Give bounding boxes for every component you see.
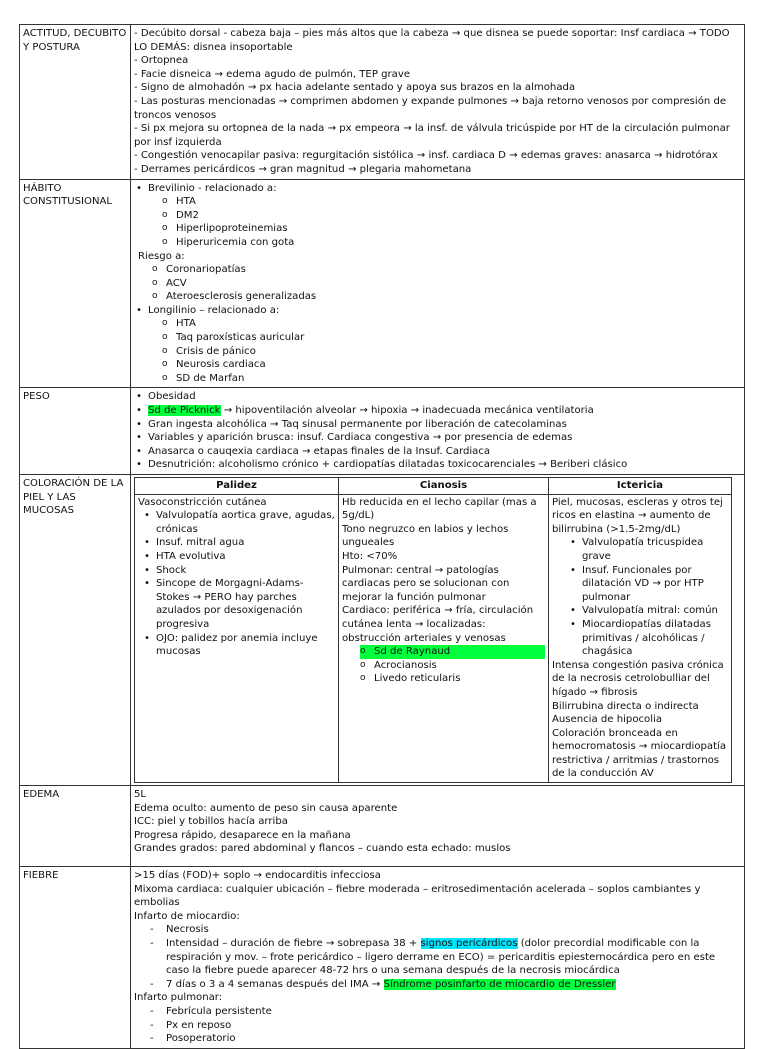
content-habito: [131, 179, 745, 388]
list-item: • Insuf. mitral agua: [142, 536, 335, 550]
row-habito: [20, 179, 745, 388]
text-line: Ausencia de hipocolia: [551, 714, 663, 726]
text-line: - Signo de almohadón → px hacia adelante sentado y apoya sus brazos en la almohada: [134, 82, 576, 94]
list-item: o ACV: [152, 277, 741, 291]
list-item: o HTA: [162, 195, 741, 209]
list-item-text: → hipoventilación alveolar → hipoxia → inadecuada mecánica ventilatoria: [220, 405, 594, 417]
list-item: • Gran ingesta alcohólica → Taq sinusal permanente por liberación de catecolaminas: [134, 418, 741, 432]
label-fiebre: FIEBRE: [20, 867, 131, 1049]
row-peso: [20, 388, 745, 475]
list-item: [134, 404, 741, 418]
dash-list: [148, 923, 741, 991]
list-item: - Febrícula persistente: [148, 1005, 741, 1019]
list-item: • HTA evolutiva: [142, 550, 335, 564]
text-line: Coloración bronceada en hemocromatosis → miocardiopatía restrictiva / arritmias / trastornos de la conducción AV: [551, 727, 727, 780]
content-edema: [131, 786, 745, 867]
list-item: o Ateroesclerosis generalizadas: [152, 290, 741, 304]
text-line: Piel, mucosas, escleras y otros tej ricos en elastina → aumento de bilirrubina (>1.5-2mg/dL): [551, 496, 723, 535]
list-item: - Posoperatorio: [148, 1032, 741, 1046]
list-item: • Valvulopatía mitral: común: [568, 604, 728, 618]
text-line: Progresa rápido, desaparece en la mañana: [134, 829, 351, 841]
list-item: [134, 182, 741, 250]
bullet-list: [134, 304, 741, 386]
bullet-list: [552, 536, 728, 658]
bullet-list: [134, 182, 741, 250]
list-item: • Obesidad: [134, 390, 741, 404]
list-item: o Hiperlipoproteinemias: [162, 222, 741, 236]
list-item-text: 7 días o 3 a 4 semanas después del IMA →: [166, 978, 384, 990]
list-item: o Coronariopatías: [152, 263, 741, 277]
text-line: - Facie disneica → edema agudo de pulmón, TEP grave: [134, 68, 411, 80]
sub-list: [342, 645, 545, 686]
list-item: o HTA: [162, 317, 741, 331]
list-item: • Desnutrición: alcoholismo crónico + cardiopatías dilatadas toxicocarenciales → Beriberi clásico: [134, 458, 741, 472]
sub-list: [148, 317, 741, 385]
list-item: • OJO: palidez por anemia incluye mucosas: [142, 632, 335, 659]
content-fiebre: [131, 867, 745, 1049]
list-item: o Neurosis cardiaca: [162, 358, 741, 372]
label-edema: EDEMA: [20, 786, 131, 867]
text-line: Cardiaco: periférica → fría, circulación cutánea lenta → localizadas: obstrucción arteriales y venosas: [342, 605, 534, 644]
content-actitud: [131, 25, 745, 180]
header-ictericia: Ictericia: [548, 478, 731, 495]
row-edema: [20, 786, 745, 867]
list-item: [148, 978, 741, 992]
list-item-text: Brevilinio - relacionado a:: [148, 182, 277, 194]
list-item: • Insuf. Funcionales por dilatación VD → por HTP pulmonar: [568, 564, 728, 605]
riesgo-heading: Riesgo a:: [138, 250, 185, 262]
list-item: o SD de Marfan: [162, 372, 741, 386]
list-item-text: Longilinio – relacionado a:: [148, 304, 280, 316]
content-coloracion: [131, 475, 745, 786]
cell-palidez: [135, 494, 339, 782]
list-item: o Livedo reticularis: [360, 672, 545, 686]
list-item: [134, 304, 741, 386]
row-fiebre: [20, 867, 745, 1049]
list-item: • Sincope de Morgagni-Adams-Stokes → PERO hay parches azulados por desoxigenación progresiva: [142, 577, 335, 631]
text-line: 5L: [134, 789, 147, 801]
cell-cianosis: [339, 494, 549, 782]
list-item: o Acrocianosis: [360, 659, 545, 673]
dash-list: [148, 1005, 741, 1046]
text-line: Edema oculto: aumento de peso sin causa aparente: [134, 802, 398, 814]
highlight-text: signos pericárdicos: [420, 938, 518, 949]
label-habito: HÁBITO CONSTITUSIONAL: [20, 179, 131, 388]
text-line: Pulmonar: central → patologías cardiacas pero se solucionan con mejorar la función pulmonar: [342, 564, 510, 603]
text-line: Vasoconstricción cutánea: [138, 496, 267, 508]
list-item: • Anasarca o cauqexia cardiaca → etapas finales de la Insuf. Cardiaca: [134, 445, 741, 459]
header-palidez: Palidez: [135, 478, 339, 495]
list-item: o Hiperuricemia con gota: [162, 236, 741, 250]
list-item-text: Intensidad – duración de fiebre → sobrepasa 38 +: [166, 938, 421, 949]
text-line: Mixoma cardiaca: cualquier ubicación – fiebre moderada – eritrosedimentación acelerada – soplos cambiantes y embolias: [134, 883, 701, 909]
text-line: - Ortopnea: [134, 55, 189, 67]
content-peso: [131, 388, 745, 475]
list-item: • Variables y aparición brusca: insuf. Cardiaca congestiva → por presencia de edemas: [134, 431, 741, 445]
list-item: • Valvulopatía aortica grave, agudas, crónicas: [142, 509, 335, 536]
list-item: o Sd de Raynaud: [360, 645, 545, 659]
bullet-list: [138, 509, 335, 659]
header-cianosis: Cianosis: [339, 478, 549, 495]
text-line: Tono negruzco en labios y lechos ungueales: [342, 523, 509, 549]
clinical-table: [19, 24, 745, 1049]
text-line: - Las posturas mencionadas → comprimen abdomen y expande pulmones → baja retorno venosos por compresión de troncos venosos: [134, 95, 727, 121]
text-line: Intensa congestión pasiva crónica de la necrosis cetrolobulliar del hígado → fibrosis: [551, 659, 724, 698]
text-line: ICC: piel y tobillos hacía arriba: [134, 816, 288, 828]
text-line: - Derrames pericárdicos → gran magnitud → plegaria mahometana: [134, 163, 472, 175]
list-item-text: (dolor precordial modificable con la respiración y mov. – frote pericárdico – ligero derrame en ECO) = pericarditis epiesternocárdica pero en este caso la fiebre puede aparecer 48-72 hrs o una semana después de la necrosis miocárdica: [166, 938, 716, 977]
text-line: - Decúbito dorsal - cabeza baja – pies más altos que la cabeza → que disnea se puede soportar: Insf cardiaca → TODO LO DEMÁS: disnea insoportable: [134, 28, 730, 53]
highlight-text: Sd de Picknick: [148, 405, 221, 417]
list-item: • Valvulopatía tricuspidea grave: [568, 536, 728, 563]
row-actitud: [20, 25, 745, 180]
cell-ictericia: [548, 494, 731, 782]
coloracion-table: [134, 477, 732, 783]
list-item: - Px en reposo: [148, 1019, 741, 1033]
text-line: Hto: <70%: [342, 550, 398, 562]
text-line: Infarto de miocardio:: [134, 910, 240, 922]
label-peso: PESO: [20, 388, 131, 475]
sub-list: [148, 195, 741, 249]
text-line: Infarto pulmonar:: [134, 992, 223, 1004]
list-item: o DM2: [162, 209, 741, 223]
text-line: >15 días (FOD)+ soplo → endocarditis infecciosa: [134, 870, 381, 882]
list-item: • Miocardiopatías dilatadas primitivas / alcohólicas / chagásica: [568, 618, 728, 659]
sub-list: [134, 263, 741, 304]
label-coloracion: COLORACIÓN DE LA PIEL Y LAS MUCOSAS: [20, 475, 131, 786]
highlight-text: Síndrome posinfarto de miocardio de Dressler: [383, 978, 616, 990]
list-item: o Taq paroxísticas auricular: [162, 331, 741, 345]
list-item: [148, 937, 741, 978]
bullet-list: [134, 390, 741, 472]
list-item: - Necrosis: [148, 923, 741, 937]
row-coloracion: [20, 475, 745, 786]
text-line: Bilirrubina directa o indirecta: [551, 700, 699, 712]
text-line: Grandes grados: pared abdominal y flancos – cuando esta echado: muslos: [134, 843, 511, 855]
document-page: [19, 24, 745, 1049]
list-item: • Shock: [142, 564, 335, 578]
list-item: o Crisis de pánico: [162, 345, 741, 359]
text-line: Hb reducida en el lecho capilar (mas a 5g/dL): [342, 496, 537, 522]
text-line: - Si px mejora su ortopnea de la nada → px empeora → la insf. de válvula tricúspide por HT de la circulación pulmonar por insf izquierda: [134, 123, 730, 148]
label-actitud: ACTITUD, DECUBITO Y POSTURA: [20, 25, 131, 180]
text-line: - Congestión venocapilar pasiva: regurgitación sistólica → insf. cardiaca D → edemas graves: anasarca → hidrotórax: [134, 150, 718, 162]
